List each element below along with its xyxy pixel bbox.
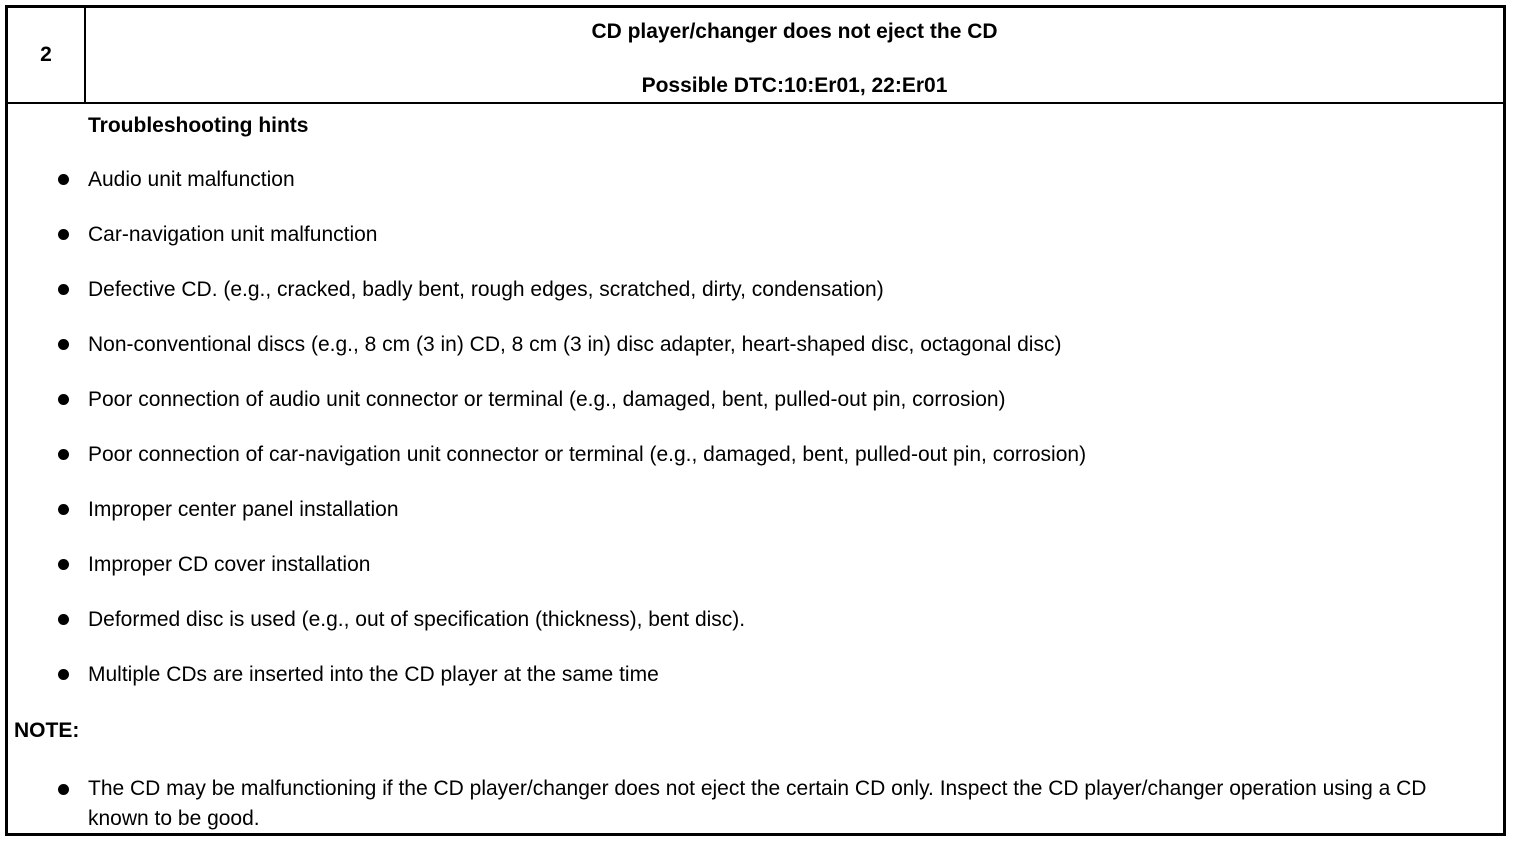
list-item: [8, 663, 1086, 718]
page-title: CD player/changer does not eject the CD: [591, 20, 998, 43]
hint-text: Car-navigation unit malfunction: [88, 223, 378, 246]
hint-text: Audio unit malfunction: [88, 168, 295, 191]
list-item: [8, 333, 1086, 388]
bullet-icon: [58, 559, 69, 570]
hint-list: [8, 168, 1086, 718]
hint-text: Poor connection of audio unit connector or terminal (e.g., damaged, bent, pulled-out pin, corrosion): [88, 388, 1006, 411]
hint-text: Deformed disc is used (e.g., out of specification (thickness), bent disc).: [88, 608, 746, 631]
bullet-icon: [58, 394, 69, 405]
note-item: [8, 774, 1448, 834]
hints-heading: Troubleshooting hints: [88, 114, 309, 137]
list-item: [8, 553, 1086, 608]
hint-text: Multiple CDs are inserted into the CD player at the same time: [88, 663, 659, 686]
list-item: [8, 608, 1086, 663]
hint-text: Poor connection of car-navigation unit connector or terminal (e.g., damaged, bent, pulled-out pin, corrosion): [88, 443, 1087, 466]
title-cell: [86, 8, 1503, 102]
bullet-icon: [58, 284, 69, 295]
list-item: [8, 223, 1086, 278]
bullet-icon: [58, 229, 69, 240]
bullet-icon: [58, 449, 69, 460]
hint-text: Non-conventional discs (e.g., 8 cm (3 in) CD, 8 cm (3 in) disc adapter, heart-shaped disc, octagonal disc): [88, 333, 1062, 356]
list-item: [8, 278, 1086, 333]
troubleshooting-table: [5, 5, 1506, 836]
body-area: [8, 104, 1503, 833]
bullet-icon: [58, 669, 69, 680]
step-number: 2: [8, 8, 86, 102]
note-text: The CD may be malfunctioning if the CD player/changer does not eject the certain CD only. Inspect the CD player/changer operation using a CD known to be good.: [88, 777, 1427, 830]
bullet-icon: [58, 784, 69, 795]
hint-text: Defective CD. (e.g., cracked, badly bent, rough edges, scratched, dirty, condensation): [88, 278, 884, 301]
bullet-icon: [58, 174, 69, 185]
header-row: [8, 8, 1503, 104]
hint-text: Improper center panel installation: [88, 498, 399, 521]
list-item: [8, 443, 1086, 498]
hint-text: Improper CD cover installation: [88, 553, 371, 576]
list-item: [8, 388, 1086, 443]
note-heading: NOTE:: [14, 719, 80, 742]
bullet-icon: [58, 614, 69, 625]
bullet-icon: [58, 339, 69, 350]
list-item: [8, 498, 1086, 553]
possible-dtc: Possible DTC:10:Er01, 22:Er01: [641, 74, 948, 97]
bullet-icon: [58, 504, 69, 515]
list-item: [8, 168, 1086, 223]
